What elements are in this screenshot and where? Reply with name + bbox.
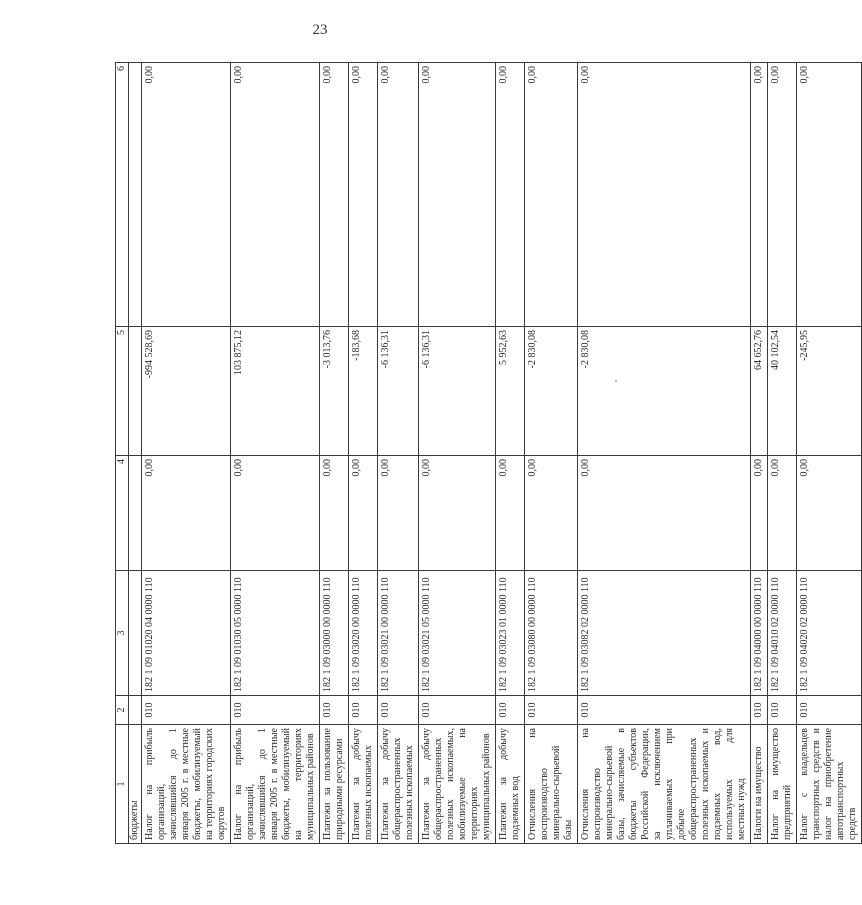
row-name: Налог на прибыль организаций, зачислявшийся до 1 января 2005 г. в местные бюджеты, мобилизуемый на территориях городских округов [142,725,231,844]
row-kbk: 182 1 09 04020 02 0000 110 [797,571,862,696]
table-row [349,63,378,844]
row-kbk: 182 1 09 04010 02 0000 110 [768,571,797,696]
row-name: Платежи за пользование природными ресурсами [320,725,349,844]
row-col4: 0,00 [320,456,349,571]
column-header-5: 5 [116,327,129,456]
table-row [320,63,349,844]
row-col5: 40 102,54 [768,327,797,456]
page-number: 23 [312,22,328,38]
row-code: 010 [797,696,862,725]
row-col6: 0,00 [378,63,419,327]
row-name: Налог на прибыль организаций, зачислявшийся до 1 января 2005 г. в местные бюджеты, мобилизуемый на территориях муниципальных районов [231,725,320,844]
column-header-1: 1 [116,725,129,844]
row-col4: 0,00 [578,456,751,571]
table-row [751,63,768,844]
row-col5: 64 652,76 [751,327,768,456]
scan-speck [615,380,617,382]
row-col4: 0,00 [751,456,768,571]
row-name: Налоги на имущество [751,725,768,844]
row-col6: 0,00 [797,63,862,327]
row-kbk: 182 1 09 03021 00 0000 110 [378,571,419,696]
row-col6: 0,00 [320,63,349,327]
continuation-row [129,63,142,844]
row-kbk: 182 1 09 01020 04 0000 110 [142,571,231,696]
table-row [378,63,419,844]
row-col5: 5 952,63 [496,327,525,456]
row-name: Платежи за добычу подземных вод [496,725,525,844]
row-col6: 0,00 [231,63,320,327]
row-kbk: 182 1 09 04000 00 0000 110 [751,571,768,696]
row-col5: -3 013,76 [320,327,349,456]
row-name: Платежи за добычу общераспространенных полезных ископаемых [378,725,419,844]
row-kbk: 182 1 09 01030 05 0000 110 [231,571,320,696]
row-code: 010 [496,696,525,725]
row-code: 010 [768,696,797,725]
rotated-table-frame [115,62,858,844]
row-col4: 0,00 [496,456,525,571]
column-header-2: 2 [116,696,129,725]
row-col6: 0,00 [578,63,751,327]
row-code: 010 [525,696,578,725]
row-col5: -6 136,31 [378,327,419,456]
row-col4: 0,00 [525,456,578,571]
row-col5: -183,68 [349,327,378,456]
row-col5: 103 875,12 [231,327,320,456]
row-col4: 0,00 [231,456,320,571]
row-code: 010 [578,696,751,725]
row-col5: -2 830,08 [578,327,751,456]
row-col4: 0,00 [349,456,378,571]
table-row [525,63,578,844]
row-col5: -994 528,69 [142,327,231,456]
row-kbk: 182 1 09 03021 05 0000 110 [419,571,496,696]
row-col4: 0,00 [378,456,419,571]
row-name: Налог на имущество предприятий [768,725,797,844]
row-kbk: 182 1 09 03023 01 0000 110 [496,571,525,696]
table-row [142,63,231,844]
row-name: Платежи за добычу общераспространенных полезных ископаемых, мобилизуемые на территориях муниципальных районов [419,725,496,844]
row-col6: 0,00 [142,63,231,327]
row-name: Налог с владельцев транспортных средств и налог на приобретение автотранспортных средств [797,725,862,844]
row-col5: -245,95 [797,327,862,456]
row-col4: 0,00 [797,456,862,571]
row-col6: 0,00 [751,63,768,327]
row-kbk: 182 1 09 03082 02 0000 110 [578,571,751,696]
row-col6: 0,00 [525,63,578,327]
row-col4: 0,00 [768,456,797,571]
row-name: Отчисления на воспроизводство минерально-сырьевой базы [525,725,578,844]
row-col4: 0,00 [142,456,231,571]
row-kbk: 182 1 09 03080 00 0000 110 [525,571,578,696]
rotated-table-container [115,62,858,844]
row-col4: 0,00 [419,456,496,571]
row-col6: 0,00 [768,63,797,327]
table-row [496,63,525,844]
continuation-text: бюджеты [129,725,142,844]
row-col6: 0,00 [349,63,378,327]
row-code: 010 [142,696,231,725]
column-header-6: 6 [116,63,129,327]
row-col6: 0,00 [496,63,525,327]
row-code: 010 [349,696,378,725]
row-kbk: 182 1 09 03020 00 0000 110 [349,571,378,696]
row-code: 010 [419,696,496,725]
row-col5: -6 136,31 [419,327,496,456]
row-code: 010 [231,696,320,725]
row-col6: 0,00 [419,63,496,327]
column-header-3: 3 [116,571,129,696]
row-name: Отчисления на воспроизводство минерально-сырьевой базы, зачисляемые в бюджеты субъектов Российской Федерации, за исключением уплачиваемых при добыче общераспространенных полезных ископаемых и подземных вод, используемых для местных нужд [578,725,751,844]
table-row [797,63,862,844]
column-header-4: 4 [116,456,129,571]
table-row [419,63,496,844]
table-row [231,63,320,844]
row-kbk: 182 1 09 03000 00 0000 110 [320,571,349,696]
table-row [578,63,751,844]
table-row [768,63,797,844]
row-code: 010 [751,696,768,725]
row-name: Платежи за добычу полезных ископаемых [349,725,378,844]
revenue-table [115,62,862,844]
row-code: 010 [320,696,349,725]
column-number-row [116,63,129,844]
row-col5: -2 830,08 [525,327,578,456]
row-code: 010 [378,696,419,725]
